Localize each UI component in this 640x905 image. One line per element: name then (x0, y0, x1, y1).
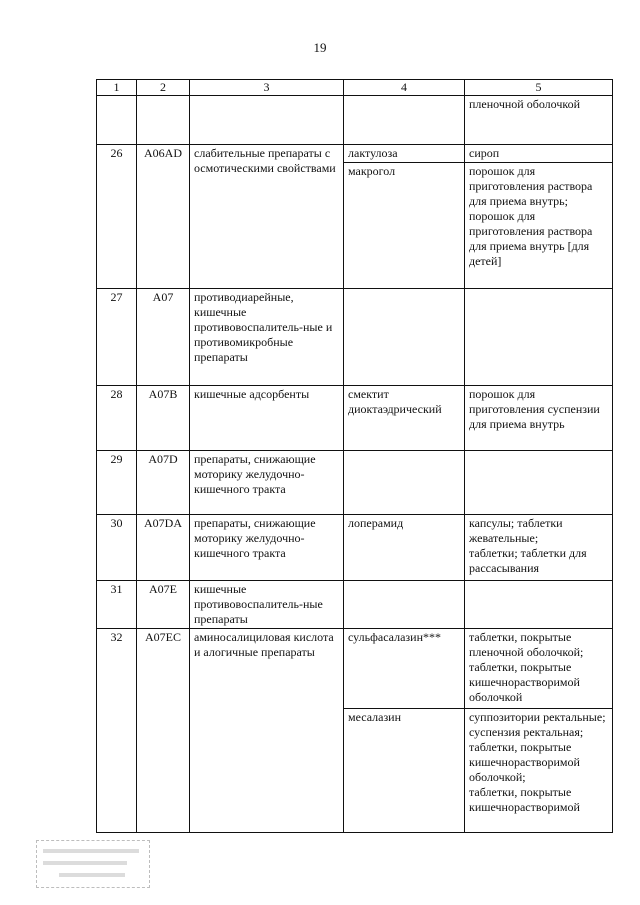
group-name: препараты, снижающие моторику желудочно-кишечного тракта (190, 451, 344, 515)
empty-cell (190, 96, 344, 145)
page-number: 19 (313, 40, 327, 55)
drug-name (344, 451, 465, 515)
form-cell: пленочной оболочкой (465, 96, 613, 145)
atc-code: A07 (137, 289, 190, 386)
empty-cell (344, 96, 465, 145)
drug-name (344, 289, 465, 386)
table-row (97, 451, 613, 515)
atc-code: A07E (137, 581, 190, 629)
table-row (97, 386, 613, 451)
dosage-form: таблетки, покрытые пленочной оболочкой; таблетки, покрытые кишечнорастворимой оболочкой (465, 629, 613, 709)
header-col-2: 2 (137, 80, 190, 96)
group-name: слабительные препараты с осмотическими свойствами (190, 145, 344, 289)
drug-name (344, 581, 465, 629)
table-row-continuation (97, 96, 613, 145)
atc-code: A07EC (137, 629, 190, 833)
empty-cell (137, 96, 190, 145)
header-col-5: 5 (465, 80, 613, 96)
drug-name: месалазин (344, 709, 465, 833)
dosage-form: порошок для приготовления раствора для приема внутрь; порошок для приготовления раствора для приема внутрь [для детей] (465, 163, 613, 289)
row-number: 29 (97, 451, 137, 515)
atc-code: A07DA (137, 515, 190, 581)
group-name: препараты, снижающие моторику желудочно-кишечного тракта (190, 515, 344, 581)
table-row (97, 581, 613, 629)
header-col-3: 3 (190, 80, 344, 96)
atc-code: A07B (137, 386, 190, 451)
row-number: 27 (97, 289, 137, 386)
dosage-form: суппозитории ректальные; суспензия ректальная; таблетки, покрытые кишечнорастворимой оболочкой; таблетки, покрытые кишечнорастворимой (465, 709, 613, 833)
atc-code: A07D (137, 451, 190, 515)
header-col-1: 1 (97, 80, 137, 96)
atc-code: A06AD (137, 145, 190, 289)
table-header-row (97, 80, 613, 96)
dosage-form (465, 581, 613, 629)
row-number: 28 (97, 386, 137, 451)
table-row (97, 515, 613, 581)
drug-name: сульфасалазин*** (344, 629, 465, 709)
group-name: кишечные адсорбенты (190, 386, 344, 451)
empty-cell (97, 96, 137, 145)
table-row (97, 629, 613, 709)
dosage-form: капсулы; таблетки жевательные; таблетки; таблетки для рассасывания (465, 515, 613, 581)
dosage-form (465, 451, 613, 515)
drug-name: лактулоза (344, 145, 465, 163)
group-name: аминосалициловая кислота и алогичные препараты (190, 629, 344, 833)
faded-stamp (36, 840, 150, 888)
dosage-form: сироп (465, 145, 613, 163)
row-number: 32 (97, 629, 137, 833)
table-row (97, 289, 613, 386)
drug-name: макрогол (344, 163, 465, 289)
group-name: противодиарейные, кишечные противовоспалитель-ные и противомикробные препараты (190, 289, 344, 386)
drug-table (96, 79, 613, 833)
drug-name: смектит диоктаэдрический (344, 386, 465, 451)
row-number: 31 (97, 581, 137, 629)
drug-name: лоперамид (344, 515, 465, 581)
dosage-form: порошок для приготовления суспензии для приема внутрь (465, 386, 613, 451)
dosage-form (465, 289, 613, 386)
group-name: кишечные противовоспалитель-ные препараты (190, 581, 344, 629)
table-row (97, 145, 613, 163)
header-col-4: 4 (344, 80, 465, 96)
row-number: 26 (97, 145, 137, 289)
row-number: 30 (97, 515, 137, 581)
